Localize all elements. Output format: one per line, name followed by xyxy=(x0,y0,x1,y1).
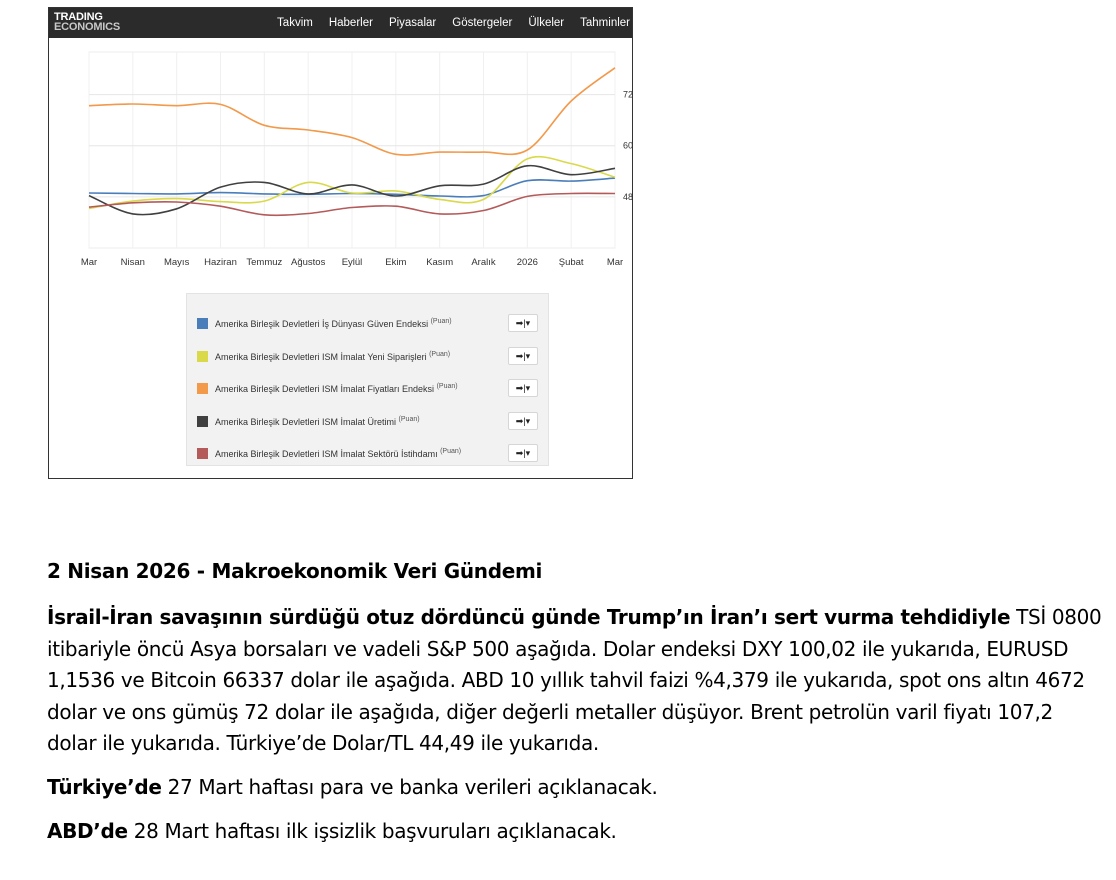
series-axis-dropdown-button[interactable]: ➡|▾ xyxy=(508,379,538,397)
legend-label xyxy=(215,318,452,329)
paragraph-body: 27 Mart haftası para ve banka verileri açıklanacak. xyxy=(161,774,658,799)
article-title: 2 Nisan 2026 - Makroekonomik Veri Gündemi xyxy=(47,559,543,583)
menu-item-ulkeler[interactable]: Ülkeler xyxy=(528,17,565,29)
legend-series-unit: (Puan) xyxy=(398,415,420,423)
logo-line-2: ECONOMICS xyxy=(54,21,121,33)
menu-item-takvim[interactable]: Takvim xyxy=(277,17,313,29)
x-tick-label: Kasım xyxy=(426,257,454,268)
series-axis-dropdown-button[interactable]: ➡|▾ xyxy=(508,444,538,462)
legend-series-name: Amerika Birleşik Devletleri İş Dünyası Güven Endeksi xyxy=(215,319,431,329)
menu-item-gostergeler[interactable]: Göstergeler xyxy=(452,17,513,29)
series-axis-dropdown-button[interactable]: ➡|▾ xyxy=(508,347,538,365)
legend-color-swatch xyxy=(197,351,208,362)
legend-series-name: Amerika Birleşik Devletleri ISM İmalat Fiyatları Endeksi xyxy=(215,384,437,394)
legend-series-name: Amerika Birleşik Devletleri ISM İmalat Üretimi xyxy=(215,416,399,427)
series-axis-dropdown-button[interactable]: ➡|▾ xyxy=(508,314,538,332)
legend-label xyxy=(215,448,461,459)
x-tick-label: Temmuz xyxy=(246,257,283,268)
x-tick-label: Mar xyxy=(606,257,624,268)
paragraph-lead: İsrail-İran savaşının sürdüğü otuz dördüncü günde Trump’ın İran’ı sert vurma tehdidiyle xyxy=(47,605,1011,629)
legend-series-name: Amerika Birleşik Devletleri ISM İmalat Yeni Siparişleri xyxy=(215,351,430,362)
legend-series-name: Amerika Birleşik Devletleri ISM İmalat Sektörü İstihdamı xyxy=(215,449,441,459)
article-paragraph-markets xyxy=(47,602,1107,760)
legend-label xyxy=(215,416,420,427)
x-tick-label: Nisan xyxy=(120,257,145,268)
paragraph-lead: Türkiye’de xyxy=(47,774,162,799)
legend-series-unit: (Puan) xyxy=(430,318,452,325)
paragraph-body: 28 Mart haftası ilk işsizlik başvuruları açıklanacak. xyxy=(127,819,617,843)
legend-label xyxy=(215,383,458,394)
legend-color-swatch xyxy=(197,448,208,459)
menu-item-tahminler[interactable]: Tahminler xyxy=(580,17,630,29)
legend-series-unit: (Puan) xyxy=(436,383,458,390)
x-tick-label: 2026 xyxy=(516,257,538,268)
legend-color-swatch xyxy=(197,383,208,394)
legend-series-unit: (Puan) xyxy=(429,350,451,358)
x-tick-label: Haziran xyxy=(204,257,237,268)
x-tick-label: Mayıs xyxy=(163,257,190,268)
article xyxy=(47,556,1107,848)
article-paragraph-turkey xyxy=(47,772,1107,804)
x-tick-label: Eylül xyxy=(341,257,363,268)
x-tick-label: Ekim xyxy=(385,257,407,268)
paragraph-body: TSİ 0800 itibariyle öncü Asya borsaları ve vadeli S&P 500 aşağıda. Dolar endeksi DXY 100,02 ile yukarıda, EURUSD 1,1536 ve Bitcoin 66337 dolar ile aşağıda. ABD 10 yıllık tahvil faizi %4,379 ile yukarıda, spot ons altın 4672 dolar ve ons gümüş 72 dolar ile aşağıda, diğer değerli metaller düşüyor. Brent petrolün varil fiyatı 107,2 dolar ile yukarıda. Türkiye’de Dolar/TL 44,49 ile yukarıda. xyxy=(47,605,1102,755)
menu-item-piyasalar[interactable]: Piyasalar xyxy=(388,17,437,29)
legend-label xyxy=(215,351,450,362)
y-tick-label: 72 xyxy=(623,89,634,100)
legend-item[interactable] xyxy=(187,412,548,436)
main-menu xyxy=(261,8,630,38)
logo-line-1: TRADING xyxy=(54,11,103,23)
top-navigation-bar xyxy=(49,8,632,38)
chart-screenshot-frame xyxy=(48,7,633,479)
y-tick-label: 48 xyxy=(623,191,634,202)
x-tick-label: Ağustos xyxy=(291,257,326,268)
legend-series-unit: (Puan) xyxy=(440,448,462,455)
series-axis-dropdown-button[interactable]: ➡|▾ xyxy=(508,412,538,430)
trading-economics-logo[interactable] xyxy=(54,12,120,32)
x-tick-label: Mar xyxy=(80,257,98,268)
legend-item[interactable] xyxy=(187,314,548,338)
article-paragraph-usa xyxy=(47,816,1107,848)
legend-color-swatch xyxy=(197,318,208,329)
legend-item[interactable] xyxy=(187,444,548,468)
line-chart xyxy=(49,38,632,278)
menu-item-haberler[interactable]: Haberler xyxy=(328,17,373,29)
paragraph-lead: ABD’de xyxy=(47,819,128,843)
x-tick-label: Aralık xyxy=(471,257,496,268)
legend-item[interactable] xyxy=(187,379,548,403)
x-tick-label: Şubat xyxy=(558,257,584,268)
y-tick-label: 60 xyxy=(623,140,634,151)
legend-item[interactable] xyxy=(187,347,548,371)
legend-color-swatch xyxy=(197,416,208,427)
chart-legend xyxy=(186,293,549,466)
